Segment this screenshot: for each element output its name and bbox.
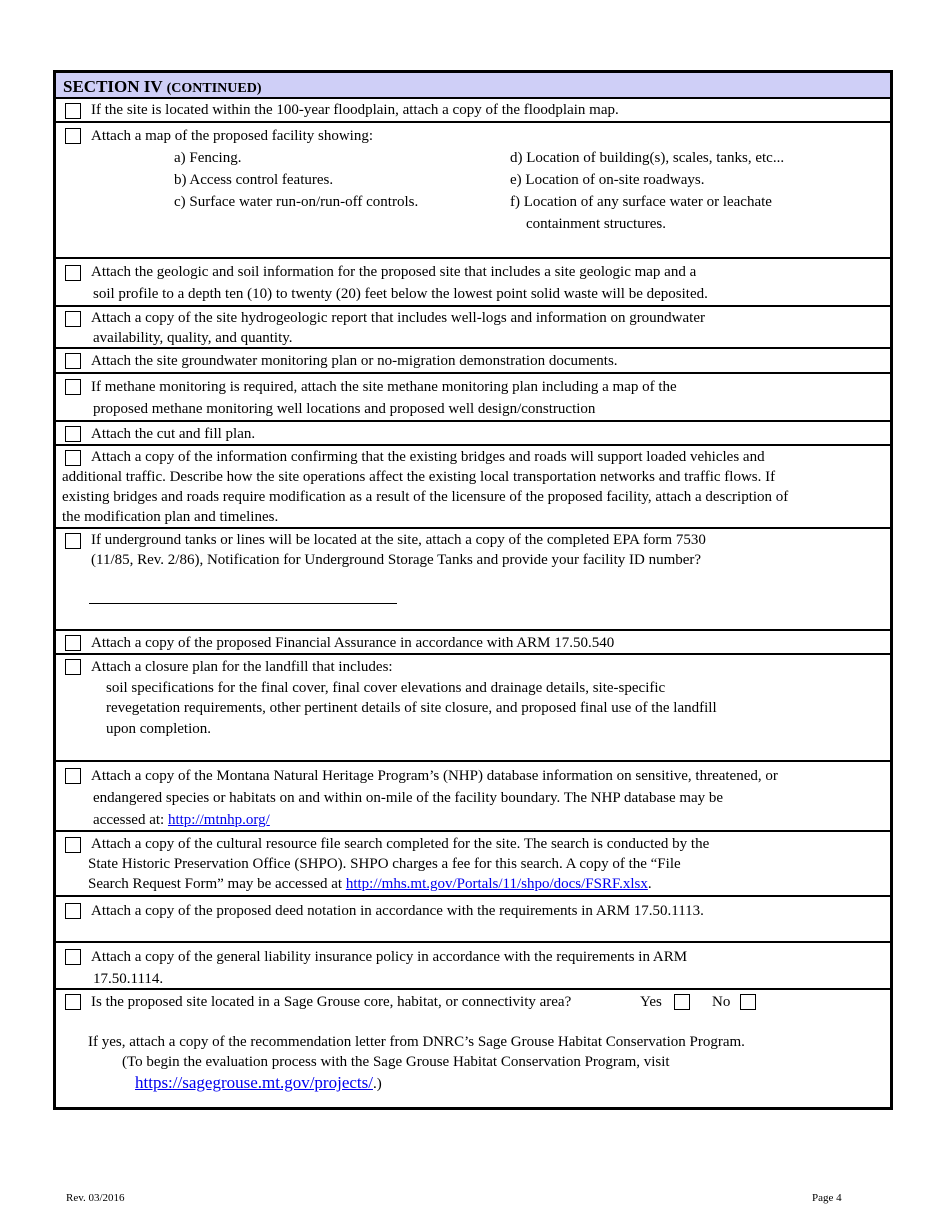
cultural-access-prefix: Search Request Form” may be accessed at [88, 876, 346, 892]
geologic-row [56, 259, 890, 307]
tanks-row [56, 529, 890, 631]
closure-row [56, 655, 890, 762]
nhp-checkbox[interactable] [65, 768, 81, 784]
nhp-access-prefix: accessed at: [93, 812, 168, 828]
bridges-text: additional traffic. Describe how the site operations affect the existing local transportation networks and traffic flows. If [62, 469, 776, 485]
deed-checkbox[interactable] [65, 903, 81, 919]
closure-detail: upon completion. [106, 721, 211, 737]
tanks-text: (11/85, Rev. 2/86), Notification for Underground Storage Tanks and provide your facility ID number? [91, 552, 702, 568]
geologic-checkbox[interactable] [65, 265, 81, 281]
floodplain-checkbox[interactable] [65, 103, 81, 119]
financial-text: Attach a copy of the proposed Financial Assurance in accordance with ARM 17.50.540 [91, 635, 615, 651]
facility-map-item: e) Location of on-site roadways. [510, 172, 705, 188]
sage-grouse-link-suffix: .) [372, 1076, 382, 1092]
facility-map-text: Attach a map of the proposed facility showing: [91, 128, 374, 144]
bridges-text: existing bridges and roads require modification as a result of the licensure of the proposed facility, attach a description of [62, 489, 789, 505]
insurance-checkbox[interactable] [65, 949, 81, 965]
sage-grouse-checkbox[interactable] [65, 994, 81, 1010]
geologic-text: soil profile to a depth ten (10) to twenty (20) feet below the lowest point solid waste will be deposited. [93, 286, 708, 302]
facility-map-item: d) Location of building(s), scales, tanks, etc... [510, 150, 785, 166]
sage-grouse-no-label: No [712, 994, 731, 1010]
nhp-text: Attach a copy of the Montana Natural Heritage Program’s (NHP) database information on sensitive, threatened, or [91, 768, 778, 784]
bridges-text: Attach a copy of the information confirming that the existing bridges and roads will support loaded vehicles and [91, 449, 765, 465]
section-iv-form [53, 70, 893, 1110]
sage-grouse-to-begin: (To begin the evaluation process with the Sage Grouse Habitat Conservation Program, visit [122, 1054, 670, 1070]
cut-fill-row [56, 422, 890, 446]
bridges-checkbox[interactable] [65, 450, 81, 466]
methane-checkbox[interactable] [65, 379, 81, 395]
cultural-text: State Historic Preservation Office (SHPO). SHPO charges a fee for this search. A copy of the “File [88, 856, 681, 872]
facility-map-item: c) Surface water run-on/run-off controls. [174, 194, 419, 210]
insurance-text: Attach a copy of the general liability insurance policy in accordance with the requirements in ARM [91, 949, 688, 965]
cultural-row [56, 832, 890, 897]
groundwater-checkbox[interactable] [65, 353, 81, 369]
closure-text: Attach a closure plan for the landfill that includes: [91, 659, 393, 675]
nhp-access-line [93, 811, 270, 829]
facility-id-field[interactable] [89, 587, 397, 604]
cultural-text: Attach a copy of the cultural resource file search completed for the site. The search is conducted by the [91, 836, 710, 852]
section-header [56, 73, 890, 99]
facility-map-item: f) Location of any surface water or leachate [510, 194, 772, 210]
methane-text: If methane monitoring is required, attach the site methane monitoring plan including a map of the [91, 379, 677, 395]
facility-map-item: a) Fencing. [174, 150, 242, 166]
shpo-form-link[interactable]: http://mhs.mt.gov/Portals/11/shpo/docs/FSRF.xlsx [345, 876, 648, 892]
financial-row [56, 631, 890, 655]
nhp-text: endangered species or habitats on and within on-mile of the facility boundary. The NHP database may be [93, 790, 724, 806]
closure-detail: soil specifications for the final cover, final cover elevations and drainage details, site-specific [106, 680, 666, 696]
facility-map-row [56, 123, 890, 259]
deed-row [56, 897, 890, 943]
floodplain-text: If the site is located within the 100-year floodplain, attach a copy of the floodplain map. [91, 102, 619, 118]
sage-grouse-question: Is the proposed site located in a Sage Grouse core, habitat, or connectivity area? [91, 994, 572, 1010]
nhp-link[interactable]: http://mtnhp.org/ [167, 812, 270, 828]
hydrogeologic-checkbox[interactable] [65, 311, 81, 327]
section-title: SECTION IV (CONTINUED) [63, 77, 262, 96]
cultural-access-line [88, 875, 652, 893]
hydrogeologic-text: availability, quality, and quantity. [93, 330, 293, 346]
closure-detail: revegetation requirements, other pertinent details of site closure, and proposed final use of the landfill [106, 700, 717, 716]
nhp-row [56, 762, 890, 832]
methane-row [56, 374, 890, 422]
insurance-text: 17.50.1114. [93, 971, 164, 987]
cut-fill-checkbox[interactable] [65, 426, 81, 442]
geologic-text: Attach the geologic and soil information for the proposed site that includes a site geologic map and a [91, 264, 697, 280]
sage-grouse-link[interactable]: https://sagegrouse.mt.gov/projects/ [135, 1073, 373, 1092]
hydrogeologic-row [56, 307, 890, 349]
financial-checkbox[interactable] [65, 635, 81, 651]
sage-grouse-yes-checkbox[interactable] [674, 994, 690, 1010]
cultural-access-suffix: . [647, 876, 652, 892]
groundwater-row [56, 349, 890, 374]
closure-checkbox[interactable] [65, 659, 81, 675]
sage-grouse-if-yes: If yes, attach a copy of the recommendation letter from DNRC’s Sage Grouse Habitat Conservation Program. [88, 1034, 745, 1050]
cultural-checkbox[interactable] [65, 837, 81, 853]
floodplain-row [56, 99, 890, 123]
hydrogeologic-text: Attach a copy of the site hydrogeologic report that includes well-logs and information on groundwater [91, 310, 705, 326]
sage-grouse-row [56, 990, 890, 1110]
bridges-row [56, 446, 890, 529]
cut-fill-text: Attach the cut and fill plan. [91, 426, 256, 442]
facility-map-checkbox[interactable] [65, 128, 81, 144]
sage-grouse-no-checkbox[interactable] [740, 994, 756, 1010]
methane-text: proposed methane monitoring well locations and proposed well design/construction [93, 401, 596, 417]
section-subtitle: (CONTINUED) [166, 81, 262, 96]
insurance-row [56, 943, 890, 990]
facility-map-item: containment structures. [526, 216, 666, 232]
sage-grouse-link-line [135, 1074, 382, 1093]
tanks-checkbox[interactable] [65, 533, 81, 549]
deed-text: Attach a copy of the proposed deed notation in accordance with the requirements in ARM 17.50.1113. [91, 903, 704, 919]
tanks-text: If underground tanks or lines will be located at the site, attach a copy of the completed EPA form 7530 [91, 532, 706, 548]
bridges-text: the modification plan and timelines. [62, 509, 279, 525]
sage-grouse-yes-label: Yes [640, 994, 662, 1010]
facility-map-item: b) Access control features. [174, 172, 334, 188]
footer-revision: Rev. 03/2016 [66, 1192, 125, 1204]
footer-page-number: Page 4 [812, 1192, 842, 1204]
groundwater-text: Attach the site groundwater monitoring plan or no-migration demonstration documents. [91, 353, 618, 369]
